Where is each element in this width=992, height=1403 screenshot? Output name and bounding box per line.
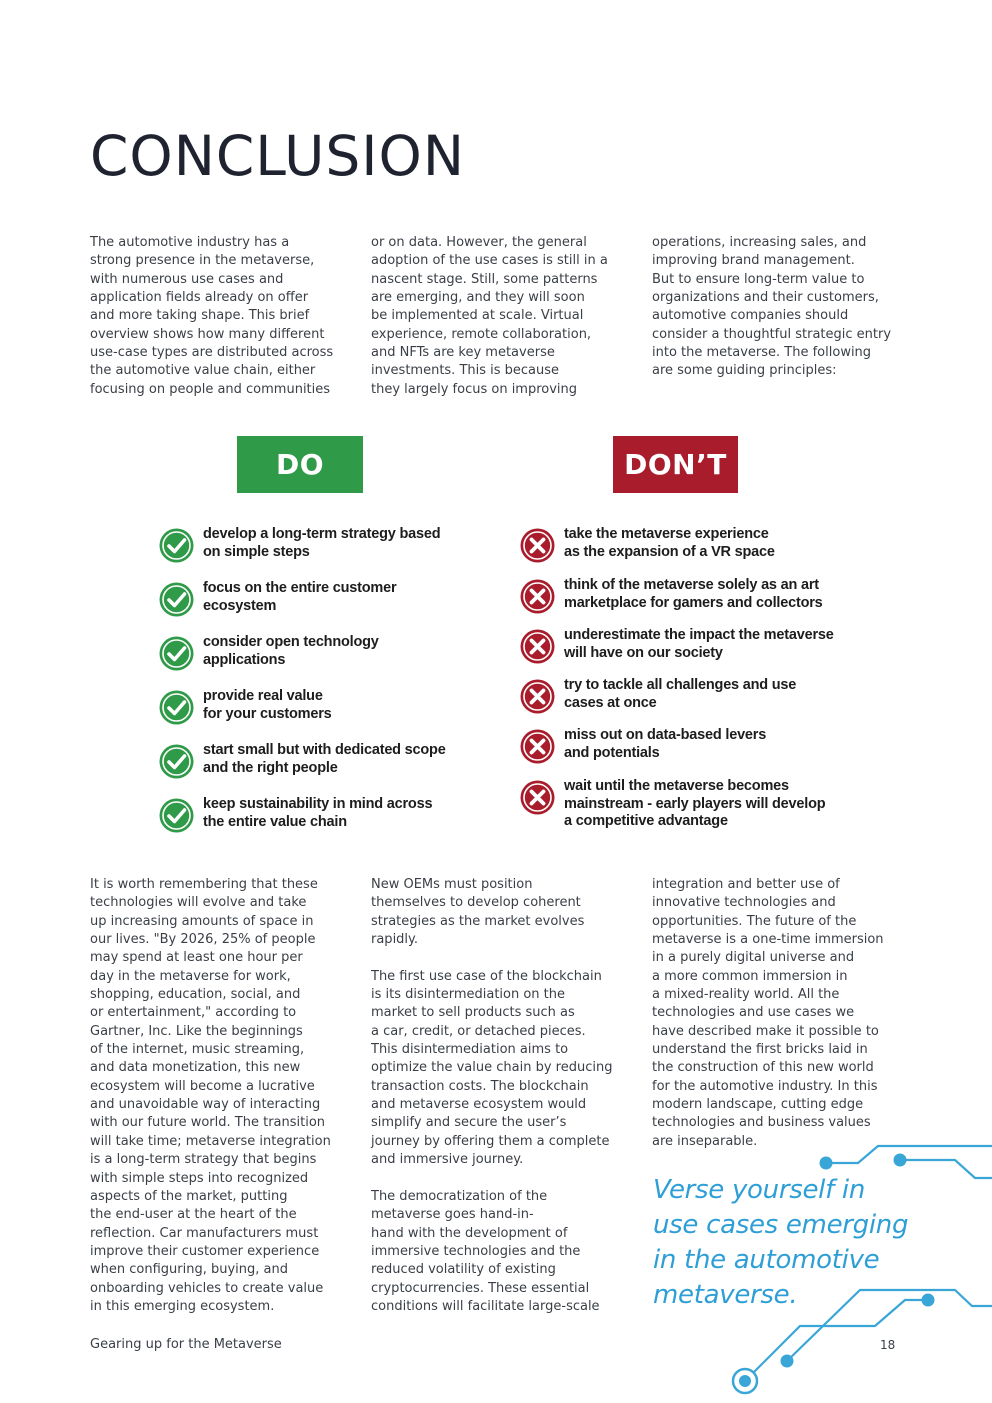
body-column-2 — [371, 876, 633, 1316]
body-paragraph: The first use case of the blockchain is its disintermediation on the market to sell products such as a car, credit, or detached pieces. This disintermediation aims to optimize the value chain by reducing transaction costs. The blockchain and metaverse ecosystem would simplify and secure the user’s journey by offering them a complete and immersive journey. — [371, 968, 613, 1168]
intro-column-3 — [652, 234, 914, 381]
body-column-3 — [652, 876, 914, 1151]
cross-icon — [520, 629, 555, 664]
body-paragraph: New OEMs must position themselves to develop coherent strategies as the market evolves rapidly. — [371, 877, 585, 948]
intro-paragraph-3: operations, increasing sales, and improving brand management. But to ensure long-term value to organizations and their customers, automotive companies should consider a thoughtful strategic entry into the metaverse. The following are some guiding principles: — [652, 235, 892, 379]
do-item-text: focus on the entire customer ecosystem — [203, 580, 397, 614]
cross-icon — [520, 729, 555, 764]
check-icon — [159, 690, 194, 725]
check-icon — [159, 636, 194, 671]
check-icon — [159, 744, 194, 779]
do-item — [159, 798, 432, 833]
do-item — [159, 636, 379, 671]
footer-document-title: Gearing up for the Metaverse — [90, 1337, 282, 1352]
do-item — [159, 582, 396, 617]
dont-item — [520, 679, 796, 714]
intro-column-1 — [90, 234, 352, 399]
do-item-text: start small but with dedicated scope and the right people — [203, 742, 446, 776]
dont-item-text: underestimate the impact the metaverse will have on our society — [564, 627, 834, 661]
dont-item-text: take the metaverse experience as the expansion of a VR space — [564, 526, 775, 560]
check-icon — [159, 798, 194, 833]
cross-icon — [520, 579, 555, 614]
body-paragraph: integration and better use of innovative technologies and opportunities. The future of the metaverse is a one-time immersion in a purely digital universe and a more common immersion in a mixed-reality world. All the technologies and use cases we have described make it possible to understand the first bricks laid in the construction of this new world for the automotive industry. In this modern landscape, cutting edge technologies and business values are inseparable. — [652, 877, 884, 1149]
do-item — [159, 690, 332, 725]
check-icon — [159, 582, 194, 617]
cross-icon — [520, 780, 555, 815]
dont-item-text: wait until the metaverse becomes mainstream - early players will develop a competitive advantage — [564, 778, 826, 829]
dont-item — [520, 579, 823, 614]
body-paragraph: It is worth remembering that these technologies will evolve and take up increasing amounts of space in our lives. "By 2026, 25% of people may spend at least one hour per day in the metaverse for work, shopping, education, social, and or entertainment," according to Gartner, Inc. Like the beginnings of the internet, music streaming, and data monetization, this new ecosystem will become a lucrative and unavoidable way of interacting with our future world. The transition will take time; metaverse integration is a long-term strategy that begins with simple steps into recognized aspects of the market, putting the end-user at the heart of the reflection. Car manufacturers must improve their customer experience when configuring, buying, and onboarding vehicles to create value in this emerging ecosystem. — [90, 877, 331, 1314]
check-icon — [159, 528, 194, 563]
do-badge: DO — [237, 436, 363, 493]
body-paragraph: The democratization of the metaverse goes hand-in- hand with the development of immersive technologies and the reduced volatility of existing cryptocurrencies. These essential conditions will facilitate large-scale — [371, 1188, 600, 1314]
dont-item — [520, 780, 825, 831]
dont-item — [520, 528, 775, 563]
dont-item — [520, 629, 834, 664]
do-item-text: provide real value for your customers — [203, 688, 332, 722]
do-item-text: keep sustainability in mind across the entire value chain — [203, 796, 433, 830]
page-number: 18 — [880, 1338, 896, 1352]
body-column-1 — [90, 876, 352, 1316]
dont-item-text: think of the metaverse solely as an art marketplace for gamers and collectors — [564, 577, 823, 611]
do-item-text: consider open technology applications — [203, 634, 379, 668]
pull-quote: Verse yourself in use cases emerging in the automotive metaverse. — [653, 1175, 909, 1310]
do-item-text: develop a long-term strategy based on simple steps — [203, 526, 441, 560]
dont-item-text: miss out on data-based levers and potentials — [564, 727, 767, 761]
cross-icon — [520, 679, 555, 714]
intro-paragraph-2: or on data. However, the general adoption of the use cases is still in a nascent stage. Still, some patterns are emerging, and they will soon be implemented at scale. Virtual experience, remote collaboration, and NFTs are key metaverse investments. This is because they largely focus on improving — [371, 235, 608, 397]
dont-badge: DON’T — [613, 436, 738, 493]
intro-paragraph-1: The automotive industry has a strong presence in the metaverse, with numerous use cases and application fields already on offer and more taking shape. This brief overview shows how many different use-case types are distributed across the automotive value chain, either focusing on people and communities — [90, 235, 334, 397]
page-title: CONCLUSION — [90, 124, 465, 188]
do-item — [159, 528, 440, 563]
do-item — [159, 744, 446, 779]
dont-item — [520, 729, 766, 764]
intro-column-2 — [371, 234, 633, 399]
cross-icon — [520, 528, 555, 563]
dont-item-text: try to tackle all challenges and use cases at once — [564, 677, 797, 711]
